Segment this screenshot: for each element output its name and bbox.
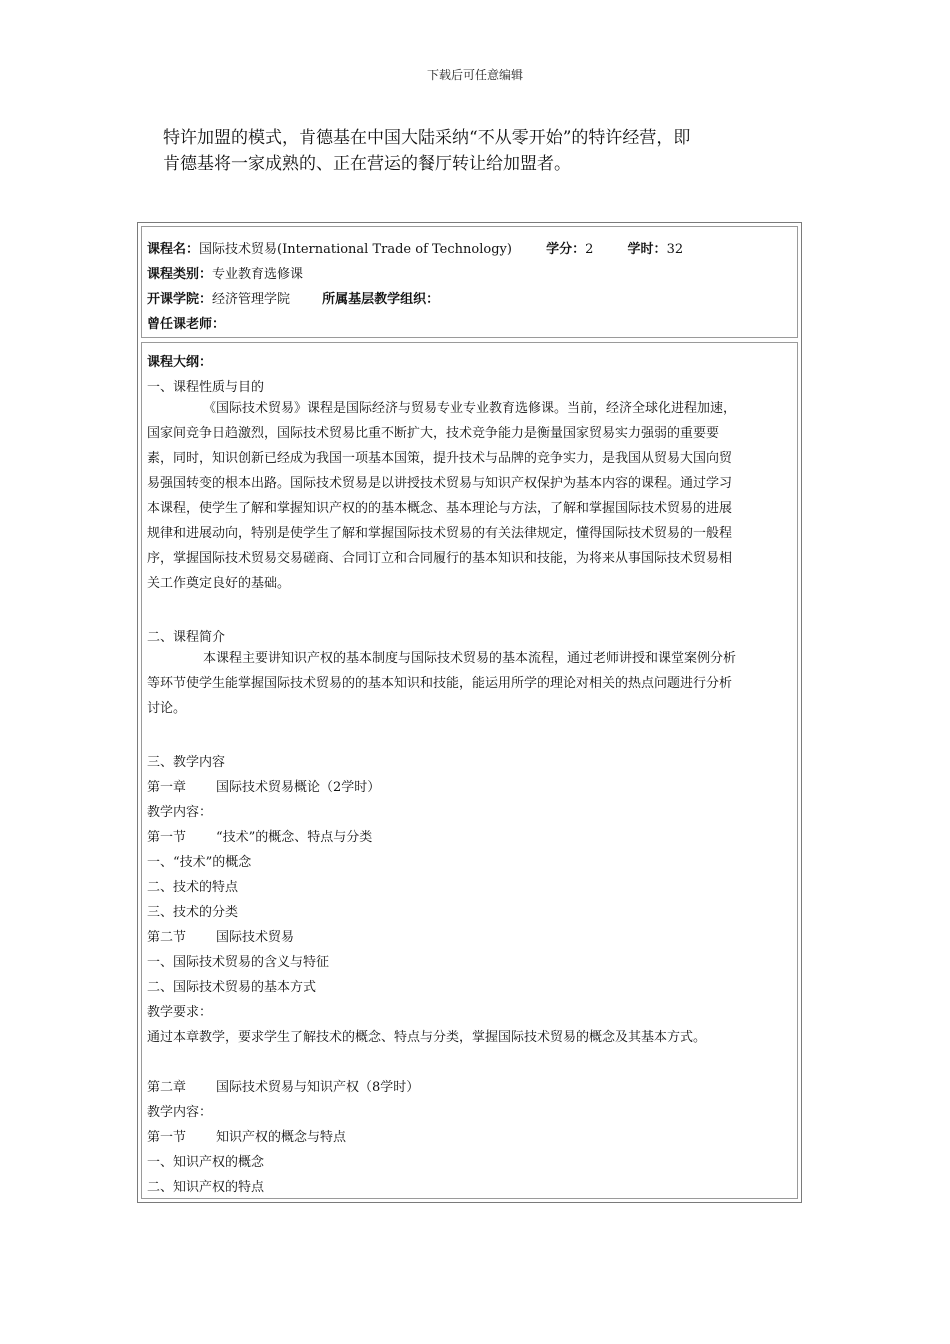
college-row — [147, 288, 439, 307]
list-item: 一、“技术”的概念 — [147, 855, 252, 870]
requirements-text: 通过本章教学，要求学生了解技术的概念、特点与分类，掌握国际技术贸易的概念及其基本方式。 — [147, 1030, 707, 1045]
paragraph-line: 国家间竞争日趋激烈，国际技术贸易比重不断扩大，技术竞争能力是衡量国家贸易实力强弱的重要要 — [147, 426, 720, 441]
section-title: 国际技术贸易 — [216, 930, 295, 945]
paragraph-line: 本课程，使学生了解和掌握知识产权的的基本概念、基本理论与方法，了解和掌握国际技术贸易的进展 — [147, 501, 733, 516]
intro-paragraph — [163, 125, 803, 177]
section-2-paragraph — [147, 646, 795, 721]
credit-value: 2 — [585, 242, 594, 257]
section-number: 第一节 — [147, 830, 187, 845]
paragraph-line: 易强国转变的根本出路。国际技术贸易是以讲授技术贸易与知识产权保护为基本内容的课程。通过学习 — [147, 476, 733, 491]
chapter-title: 国际技术贸易与知识产权（8学时） — [216, 1080, 420, 1095]
paragraph-line: 素，同时，知识创新已经成为我国一项基本国策，提升技术与品牌的竞争实力，是我国从贸易大国向贸 — [147, 451, 733, 466]
paragraph-line: 讨论。 — [147, 701, 187, 716]
list-item: 一、国际技术贸易的含义与特征 — [147, 955, 330, 970]
chapter-heading — [147, 776, 380, 795]
section-title: “技术”的概念、特点与分类 — [216, 830, 373, 845]
page-header-note: 下载后可任意编辑 — [426, 68, 523, 82]
section-heading: 一、课程性质与目的 — [147, 380, 265, 395]
section-title-row — [147, 826, 372, 845]
list-item: 三、技术的分类 — [147, 905, 239, 920]
course-info-cell — [141, 226, 798, 338]
section-number: 第一节 — [147, 1130, 187, 1145]
list-item: 二、知识产权的特点 — [147, 1180, 265, 1195]
college-value: 经济管理学院 — [212, 292, 291, 307]
category-value: 专业教育选修课 — [212, 267, 304, 282]
chapter-number: 第二章 — [147, 1080, 187, 1095]
content-label: 教学内容： — [147, 1105, 213, 1120]
hours-value: 32 — [666, 242, 684, 257]
hours-label: 学时： — [627, 242, 667, 257]
chapter-heading — [147, 1076, 419, 1095]
paragraph-line: 《国际技术贸易》课程是国际经济与贸易专业专业教育选修课。当前，经济全球化进程加速， — [203, 401, 737, 416]
list-item: 二、国际技术贸易的基本方式 — [147, 980, 317, 995]
paragraph-line: 关工作奠定良好的基础。 — [147, 576, 291, 591]
section-number: 第二节 — [147, 930, 187, 945]
chapter-title: 国际技术贸易概论（2学时） — [216, 780, 381, 795]
content-label: 教学内容： — [147, 805, 213, 820]
org-label: 所属基层教学组织： — [322, 292, 440, 307]
category-label: 课程类别： — [147, 267, 213, 282]
section-heading: 二、课程简介 — [147, 630, 226, 645]
college-label: 开课学院： — [147, 292, 213, 307]
teacher-label: 曾任课老师： — [147, 317, 226, 332]
course-table — [137, 222, 802, 1203]
section-1-paragraph — [147, 396, 795, 596]
section-title: 知识产权的概念与特点 — [216, 1130, 347, 1145]
course-name-value: 国际技术贸易(International Trade of Technology) — [199, 242, 512, 257]
credit-label: 学分： — [546, 242, 586, 257]
intro-line: 特许加盟的模式，肯德基在中国大陆采纳“不从零开始”的特许经营，即 — [163, 128, 691, 148]
list-item: 一、知识产权的概念 — [147, 1155, 265, 1170]
paragraph-line: 等环节使学生能掌握国际技术贸易的的基本知识和技能，能运用所学的理论对相关的热点问题进行分析 — [147, 676, 733, 691]
section-title-row — [147, 1126, 346, 1145]
list-item: 二、技术的特点 — [147, 880, 239, 895]
outline-title: 课程大纲： — [147, 355, 213, 370]
paragraph-line: 序，掌握国际技术贸易交易磋商、合同订立和合同履行的基本知识和技能，为将来从事国际技术贸易相 — [147, 551, 733, 566]
course-name-row — [147, 238, 683, 257]
chapter-number: 第一章 — [147, 780, 187, 795]
paragraph-line: 本课程主要讲知识产权的基本制度与国际技术贸易的基本流程，通过老师讲授和课堂案例分析 — [203, 651, 737, 666]
course-category-row — [147, 263, 303, 282]
teacher-row — [147, 313, 225, 332]
course-name-label: 课程名： — [147, 242, 200, 257]
intro-line: 肯德基将一家成熟的、正在营运的餐厅转让给加盟者。 — [163, 154, 571, 174]
paragraph-line: 规律和进展动向，特别是使学生了解和掌握国际技术贸易的有关法律规定，懂得国际技术贸易的一般程 — [147, 526, 733, 541]
section-heading: 三、教学内容 — [147, 755, 226, 770]
course-outline-cell — [141, 342, 798, 1199]
section-title-row — [147, 926, 294, 945]
requirements-label: 教学要求： — [147, 1005, 213, 1020]
